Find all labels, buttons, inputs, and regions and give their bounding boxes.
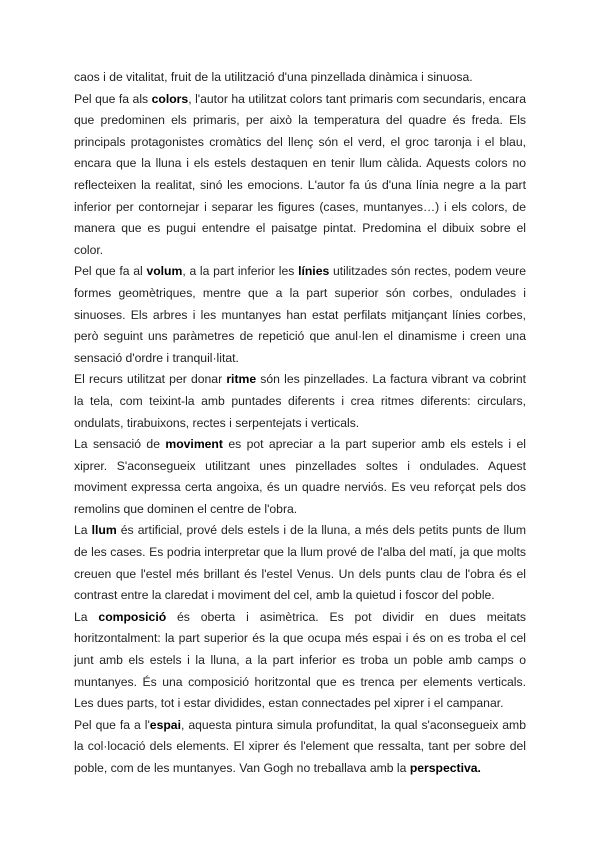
text-run: La [74,523,92,538]
bold-term: composició [98,609,167,624]
paragraph-composicio [74,607,526,715]
text-run: La sensació de [74,437,166,452]
bold-term: volum [146,264,183,279]
text-run: és artificial, prové dels estels i de la lluna, a més dels petits punts de llum de les cases. Es podria interpretar que la llum prové de l'alba del matí, ja que molts creuen que l'estel més brillant és l'estel Venus. Un dels punts clau de l'obra és el contrast entre la claredat i moviment del cel, amb la quietud i foscor del poble. [74,523,526,603]
bold-term: ritme [226,372,257,387]
text-run: caos i de vitalitat, fruit de la utilització d'una pinzellada dinàmica i sinuosa. [74,70,473,84]
bold-term: moviment [165,437,223,452]
text-run: , aquesta pintura simula profunditat, la qual s'aconsegueix amb la col·locació dels elements. El xiprer és l'element que ressalta, tant per sobre del poble, com de les muntanyes. Van Gogh no treballava amb la [74,717,526,775]
text-run: utilitzades són rectes, podem veure formes geomètriques, mentre que a la part superior són corbes, ondulades i sinuoses. Els arbres i les muntanyes han estat perfilats mitjançant línies corbes, però seguint uns paràmetres de repetició que anul·len el dinamisme i creen una sensació d'ordre i tranquil·litat. [74,264,526,365]
paragraph-llum [74,520,526,606]
paragraph-colors [74,89,526,262]
text-run: Pel que fa als [74,91,152,106]
paragraph-volum [74,261,526,369]
text-run: és oberta i asimètrica. Es pot dividir en dues meitats horitzontalment: la part superior és la que ocupa més espai i és on es troba el cel junt amb els estels i la lluna, a la part inferior es troba un poble amb camps o muntanyes. És una composició horitzontal que es trenca per elements verticals. Les dues parts, tot i estar dividides, estan connectades pel xiprer i el campanar. [74,609,526,711]
text-run: es pot apreciar a la part superior amb els estels i el xiprer. S'aconsegueix utilitzant unes pinzellades soltes i ondulades. Aquest moviment expressa certa angoixa, és un quadre nerviós. Es veu reforçat pels dos remolins que dominen el centre de l'obra. [74,437,527,516]
bold-term: línies [298,264,330,279]
text-run: La [74,609,99,624]
paragraph-moviment [74,434,526,520]
text-run: , l'autor ha utilitzat colors tant primaris com secundaris, encara que predominen els primaris, per això la temperatura del quadre és freda. Els principals protagonistes cromàtics del llenç són el verd, el groc taronja i el blau, encara que la lluna i els estels destaquen en tenir llum càlida. Aquests colors no reflecteixen la realitat, sinó les emocions. L'autor fa ús d'una línia negre a la part inferior per contornejar i separar les figures (cases, muntanyes…) i els colors, de manera que es pugui entendre el paisatge pintat. Predomina el dibuix sobre el color. [74,91,526,257]
bold-term: perspectiva. [409,761,481,775]
paragraph-ritme [74,369,526,434]
paragraph-espai [74,715,526,780]
document-page [74,67,526,780]
text-run: , a la part inferior les [182,264,299,279]
text-run: Pel que fa al [74,264,147,279]
text-run: Pel que fa a l' [74,717,150,732]
paragraph-intro [74,67,526,89]
bold-term: espai [149,717,181,732]
text-run: són les pinzellades. La factura vibrant va cobrint la tela, com teixint-la amb puntades diferents i crea ritmes diferents: circulars, ondulats, tirabuixons, rectes i serpentejats i verticals. [74,372,526,430]
text-run: El recurs utilitzat per donar [74,372,227,387]
bold-term: llum [91,523,117,538]
bold-term: colors [151,91,189,106]
